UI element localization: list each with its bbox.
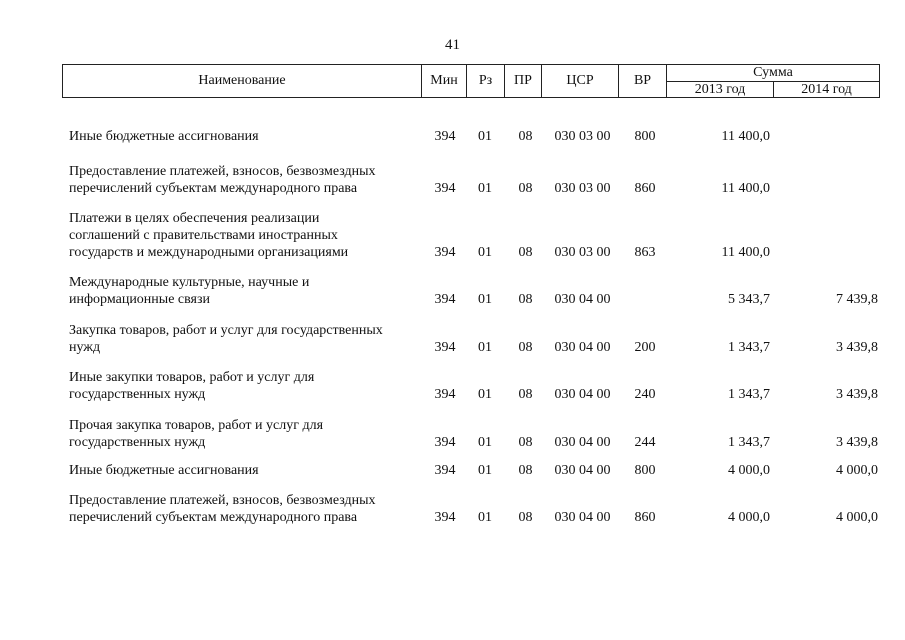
cell-vr: 244 [634,435,656,450]
row-name-line: Закупка товаров, работ и услуг для государственных [69,323,383,338]
cell-csr: 030 04 00 [554,340,611,355]
cell-pr: 08 [518,435,533,450]
cell-rz: 01 [478,129,492,144]
table-row [0,163,905,197]
cell-sum2014: 4 000,0 [836,510,878,525]
header-name: Наименование [63,65,422,97]
cell-min: 394 [434,435,456,450]
cell-sum2013: 11 400,0 [721,245,770,260]
cell-csr: 030 04 00 [554,510,611,525]
row-name [69,210,414,261]
header-min: Мин [422,65,467,97]
cell-sum2013: 1 343,7 [728,340,770,355]
cell-vr: 200 [634,340,656,355]
cell-vr: 863 [634,245,656,260]
row-name [69,492,414,526]
header-vr: ВР [619,65,667,97]
cell-sum2014: 4 000,0 [836,463,878,478]
cell-min: 394 [434,181,456,196]
table-row [0,210,905,261]
cell-vr: 860 [634,181,656,196]
table-row [0,492,905,526]
row-name-line: перечислений субъектам международного права [69,181,358,196]
cell-pr: 08 [518,129,533,144]
row-name-line: перечислений субъектам международного права [69,510,358,525]
cell-sum2013: 4 000,0 [728,463,770,478]
cell-sum2014: 3 439,8 [836,435,878,450]
row-name [69,128,414,145]
cell-vr: 240 [634,387,656,402]
cell-min: 394 [434,463,456,478]
cell-sum2013: 11 400,0 [721,129,770,144]
cell-sum2013: 4 000,0 [728,510,770,525]
cell-vr: 860 [634,510,656,525]
row-name [69,462,414,479]
row-name-line: Платежи в целях обеспечения реализации [69,211,320,226]
cell-pr: 08 [518,510,533,525]
cell-pr: 08 [518,245,533,260]
cell-pr: 08 [518,292,533,307]
cell-min: 394 [434,340,456,355]
cell-csr: 030 04 00 [554,292,611,307]
cell-sum2014: 3 439,8 [836,340,878,355]
cell-rz: 01 [478,510,492,525]
row-name-line: Предоставление платежей, взносов, безвозмездных [69,164,376,179]
cell-csr: 030 04 00 [554,387,611,402]
cell-rz: 01 [478,387,492,402]
cell-sum2014: 3 439,8 [836,387,878,402]
cell-min: 394 [434,129,456,144]
row-name-line: государственных нужд [69,435,206,450]
cell-pr: 08 [518,181,533,196]
cell-vr: 800 [634,129,656,144]
cell-csr: 030 03 00 [554,245,611,260]
row-name-line: Иные бюджетные ассигнования [69,463,259,478]
page-number: 41 [445,37,460,53]
cell-pr: 08 [518,463,533,478]
cell-sum2013: 11 400,0 [721,181,770,196]
cell-rz: 01 [478,292,492,307]
row-name-line: Иные закупки товаров, работ и услуг для [69,370,315,385]
cell-csr: 030 03 00 [554,129,611,144]
cell-sum2014: 7 439,8 [836,292,878,307]
row-name-line: информационные связи [69,292,211,307]
row-name [69,369,414,403]
row-name-line: Предоставление платежей, взносов, безвозмездных [69,493,376,508]
row-name-line: Прочая закупка товаров, работ и услуг для [69,418,324,433]
table-row [0,274,905,308]
cell-sum2013: 1 343,7 [728,435,770,450]
cell-vr: 800 [634,463,656,478]
cell-rz: 01 [478,340,492,355]
cell-csr: 030 04 00 [554,435,611,450]
cell-min: 394 [434,292,456,307]
cell-pr: 08 [518,340,533,355]
header-year-2014: 2014 год [801,81,852,97]
cell-rz: 01 [478,435,492,450]
row-name [69,274,414,308]
header-sum: Сумма [667,65,879,82]
cell-csr: 030 04 00 [554,463,611,478]
row-name-line: нужд [69,340,101,355]
cell-sum2013: 1 343,7 [728,387,770,402]
cell-min: 394 [434,245,456,260]
cell-sum2013: 5 343,7 [728,292,770,307]
row-name-line: государственных нужд [69,387,206,402]
row-name-line: Иные бюджетные ассигнования [69,129,259,144]
row-name-line: соглашений с правительствами иностранных [69,228,338,243]
row-name-line: государств и международными организациями [69,245,349,260]
table-row [0,369,905,403]
row-name [69,417,414,451]
table-row [0,128,905,145]
table-header [62,64,880,98]
table-row [0,417,905,451]
header-year-2013: 2013 год [667,82,774,97]
table-row [0,462,905,479]
cell-rz: 01 [478,245,492,260]
cell-rz: 01 [478,181,492,196]
row-name-line: Международные культурные, научные и [69,275,310,290]
row-name [69,322,414,356]
cell-csr: 030 03 00 [554,181,611,196]
cell-min: 394 [434,510,456,525]
cell-rz: 01 [478,463,492,478]
table-row [0,322,905,356]
header-pr: ПР [505,65,542,97]
row-name [69,163,414,197]
header-csr: ЦСР [542,65,619,97]
cell-min: 394 [434,387,456,402]
header-rz: Рз [467,65,505,97]
cell-pr: 08 [518,387,533,402]
